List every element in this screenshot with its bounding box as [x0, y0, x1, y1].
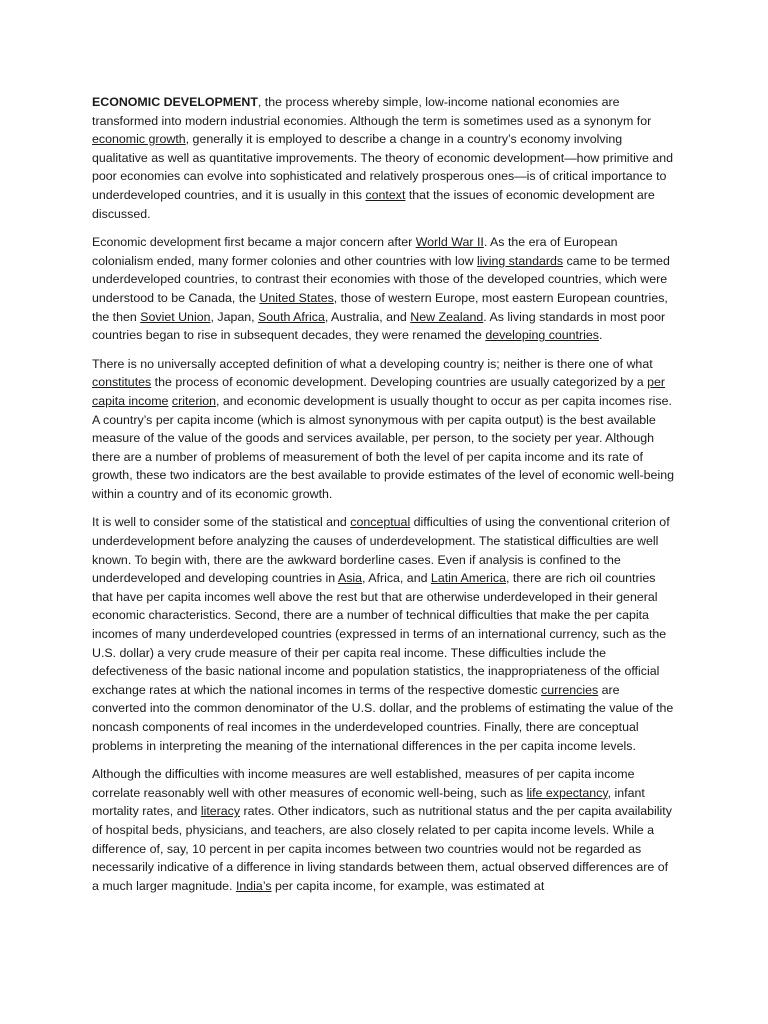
hyperlink[interactable]: constitutes [92, 375, 152, 390]
text-run: , generally it is employed to describe a change in a country’s economy involving qualitative as well as quantitative improvements. The theory of economic development—how primitive and poor economies can evolve into sophisticated and relatively prosperous ones—is of critical importance to underdeveloped countries, and it is usually in this [92, 132, 674, 202]
hyperlink[interactable]: New Zealand [410, 309, 484, 324]
text-run: . As living standards in most poor countries began to rise in subsequent decades, they were renamed the [92, 309, 666, 343]
text-run: rates. Other indicators, such as nutritional status and the per capita availability of hospital beds, physicians, and teachers, are also closely related to per capita income levels. While a difference of, say, 10 percent in per capita incomes between two countries would not be regarded as necessarily indicative of a difference in living standards between them, actual observed differences are of a much larger magnitude. [92, 804, 672, 893]
text-run: It is well to consider some of the statistical and [92, 515, 351, 530]
hyperlink[interactable]: living standards [477, 253, 564, 268]
paragraph-2 [92, 233, 676, 345]
hyperlink[interactable]: South Africa [258, 309, 325, 324]
text-run: difficulties of using the conventional criterion of underdevelopment before analyzing the causes of underdevelopment. The statistical difficulties are well known. To begin with, there are the awkward borderline cases. Even if analysis is confined to the underdeveloped and developing countries in [92, 515, 670, 586]
hyperlink[interactable]: World War II [415, 235, 484, 250]
paragraph-4 [92, 513, 676, 755]
text-run: , and economic development is usually thought to occur as per capita incomes rise. A country’s per capita income (which is almost synonymous with per capita output) is the best available measure of the value of the goods and services available, per person, to the society per year. Although there are a number of problems of measurement of both the level of per capita income and its rate of growth, these two indicators are the best available to provide estimates of the level of economic well-being within a country and of its economic growth. [92, 393, 674, 501]
bold-term: ECONOMIC DEVELOPMENT [92, 95, 258, 109]
hyperlink[interactable]: Latin America [430, 571, 506, 586]
text-run: , those of western Europe, most eastern European countries, the then [92, 290, 668, 324]
text-run: the process of economic development. Developing countries are usually categorized by a [151, 375, 648, 390]
hyperlink[interactable]: Asia [337, 571, 363, 586]
text-run: Although the difficulties with income measures are well established, measures of per capita income correlate reasonably well with other measures of economic well-being, such as [92, 767, 635, 800]
hyperlink[interactable]: criterion [171, 393, 216, 408]
text-run: that the issues of economic development are discussed. [92, 187, 655, 221]
hyperlink[interactable]: literacy [200, 804, 241, 819]
text-run: are converted into the common denominator of the U.S. dollar, and the problems of estimating the value of the noncash components of real incomes in the underdeveloped countries. Finally, there are conceptual problems in interpreting the meaning of the international differences in the per capita income levels. [92, 682, 674, 753]
text-run: , Japan, [210, 309, 259, 324]
hyperlink[interactable]: Soviet Union [140, 309, 211, 324]
paragraph-5 [92, 765, 676, 895]
text-run: There is no universally accepted definition of what a developing country is; neither is there one of what [92, 356, 653, 371]
hyperlink[interactable]: India’s [235, 878, 272, 893]
hyperlink[interactable]: developing countries [485, 328, 599, 343]
hyperlink[interactable]: conceptual [350, 515, 411, 530]
hyperlink[interactable]: life expectancy [526, 785, 608, 800]
text-run: , Australia, and [324, 309, 411, 324]
text-run: per capita income, for example, was estimated at [271, 878, 545, 893]
text-run: . [598, 328, 603, 343]
paragraph-1 [92, 93, 676, 223]
text-run: Economic development first became a major concern after [92, 235, 416, 250]
hyperlink[interactable]: economic growth [92, 132, 186, 147]
text-run: , infant mortality rates, and [92, 785, 645, 819]
text-run: , there are rich oil countries that have per capita incomes well above the rest but that are otherwise underdeveloped in their general economic characteristics. Second, there are a number of technical difficulties that make the per capita incomes of many underdeveloped countries (expressed in terms of an international currency, such as the U.S. dollar) a very crude measure of their per capita real income. These difficulties include the defectiveness of the basic national income and population statistics, the inappropriateness of the official exchange rates at which the national incomes in terms of the respective domestic [92, 571, 667, 697]
hyperlink[interactable]: United States [259, 290, 334, 305]
text-run: , the process whereby simple, low-income national economies are transformed into modern industrial economies. Although the term is sometimes used as a synonym for [92, 95, 652, 128]
text-run: , Africa, and [362, 571, 431, 586]
hyperlink[interactable]: currencies [541, 682, 599, 697]
text-run: . As the era of European colonialism ended, many former colonies and other countries with low [92, 235, 618, 268]
hyperlink[interactable]: per capita income [92, 375, 666, 408]
text-run: came to be termed underdeveloped countries, to contrast their economies with those of the developed countries, which were understood to be Canada, the [92, 253, 670, 305]
paragraph-3 [92, 355, 676, 504]
hyperlink[interactable]: context [365, 187, 406, 202]
document-body [92, 93, 676, 905]
